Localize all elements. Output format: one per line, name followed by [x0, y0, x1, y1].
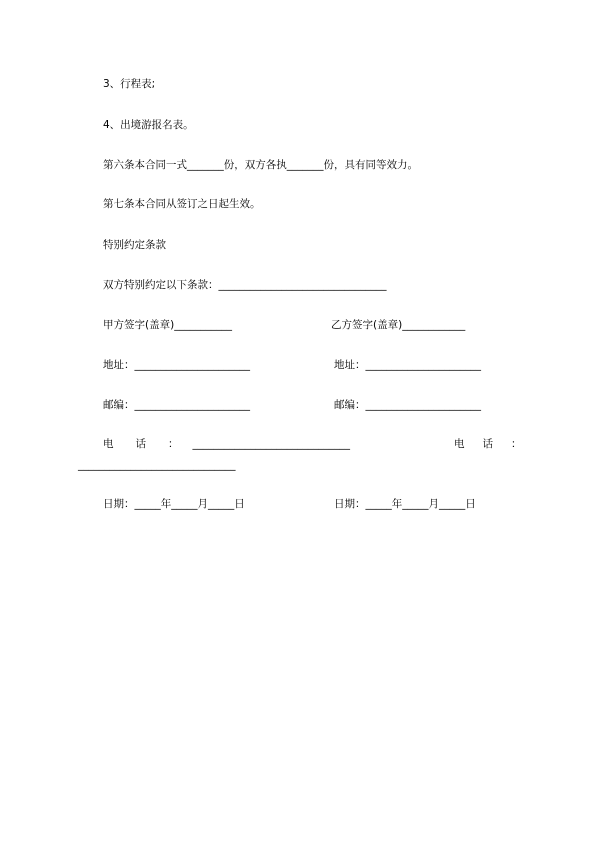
attachment-item-3: 3、行程表; — [103, 78, 156, 90]
party-a-signature-blank[interactable]: ___________ — [174, 319, 232, 331]
party-b-phone-char-2: 话 — [482, 438, 493, 450]
party-b-day-blank[interactable]: _____ — [439, 498, 466, 510]
party-a-month-unit: 月 — [197, 498, 208, 510]
party-a-year-blank[interactable]: _____ — [134, 498, 161, 510]
article-6-text-middle: 份，双方各执 — [223, 159, 287, 171]
special-terms-line — [103, 278, 387, 292]
party-b-signature-blank[interactable]: ____________ — [402, 319, 466, 331]
party-b-phone-char-1: 电 — [454, 438, 465, 450]
party-b-day-unit: 日 — [465, 498, 476, 510]
party-b-date-label: 日期： — [334, 498, 366, 510]
party-b-month-unit: 月 — [428, 498, 439, 510]
party-b-address — [334, 358, 481, 372]
party-b-postcode-label: 邮编： — [334, 399, 366, 411]
party-a-postcode-blank[interactable]: ______________________ — [134, 399, 250, 411]
party-a-signature — [103, 318, 232, 332]
party-a-date — [103, 497, 245, 511]
party-a-phone-colon: ： — [168, 438, 179, 450]
party-a-date-label: 日期： — [103, 498, 135, 510]
party-b-phone-blank[interactable]: ______________________________ — [78, 459, 236, 471]
party-b-postcode — [334, 398, 481, 412]
article-6-paragraph — [103, 158, 418, 172]
party-b-postcode-blank[interactable]: ______________________ — [365, 399, 481, 411]
party-b-date — [334, 497, 476, 511]
party-b-phone — [454, 437, 522, 451]
party-a-postcode-label: 邮编： — [103, 399, 135, 411]
party-a-signature-label: 甲方签字(盖章) — [103, 319, 175, 331]
party-a-day-unit: 日 — [234, 498, 245, 510]
party-a-phone-char-1: 电 — [103, 438, 114, 450]
party-a-day-blank[interactable]: _____ — [208, 498, 235, 510]
party-a-phone-blank[interactable]: ______________________________ — [192, 438, 350, 450]
article-7-paragraph: 第七条本合同从签订之日起生效。 — [103, 198, 261, 210]
copies-each-blank[interactable]: _______ — [286, 159, 324, 171]
special-terms-blank[interactable]: ________________________________ — [218, 279, 387, 291]
party-b-year-unit: 年 — [391, 498, 403, 510]
article-6-text-start: 第六条本合同一式 — [103, 159, 187, 171]
party-b-signature — [331, 318, 465, 332]
party-b-year-blank[interactable]: _____ — [365, 498, 392, 510]
party-a-address-blank[interactable]: ______________________ — [134, 359, 250, 371]
copies-total-blank[interactable]: _______ — [187, 159, 224, 171]
party-a-postcode — [103, 398, 250, 412]
party-b-month-blank[interactable]: _____ — [402, 498, 429, 510]
party-b-phone-colon: ： — [511, 438, 522, 450]
party-b-address-label: 地址： — [334, 359, 366, 371]
special-terms-label: 双方特别约定以下条款： — [103, 279, 219, 291]
party-a-year-unit: 年 — [160, 498, 172, 510]
article-6-text-end: 份，具有同等效力。 — [323, 159, 418, 171]
party-b-address-blank[interactable]: ______________________ — [365, 359, 481, 371]
party-a-address — [103, 358, 250, 372]
attachment-item-4: 4、出境游报名表。 — [103, 119, 194, 131]
party-a-phone — [103, 437, 350, 451]
party-a-month-blank[interactable]: _____ — [171, 498, 198, 510]
special-terms-heading: 特别约定条款 — [103, 239, 166, 251]
party-a-phone-char-2: 话 — [135, 438, 146, 450]
party-b-signature-label: 乙方签字(盖章) — [331, 319, 403, 331]
party-a-address-label: 地址： — [103, 359, 135, 371]
